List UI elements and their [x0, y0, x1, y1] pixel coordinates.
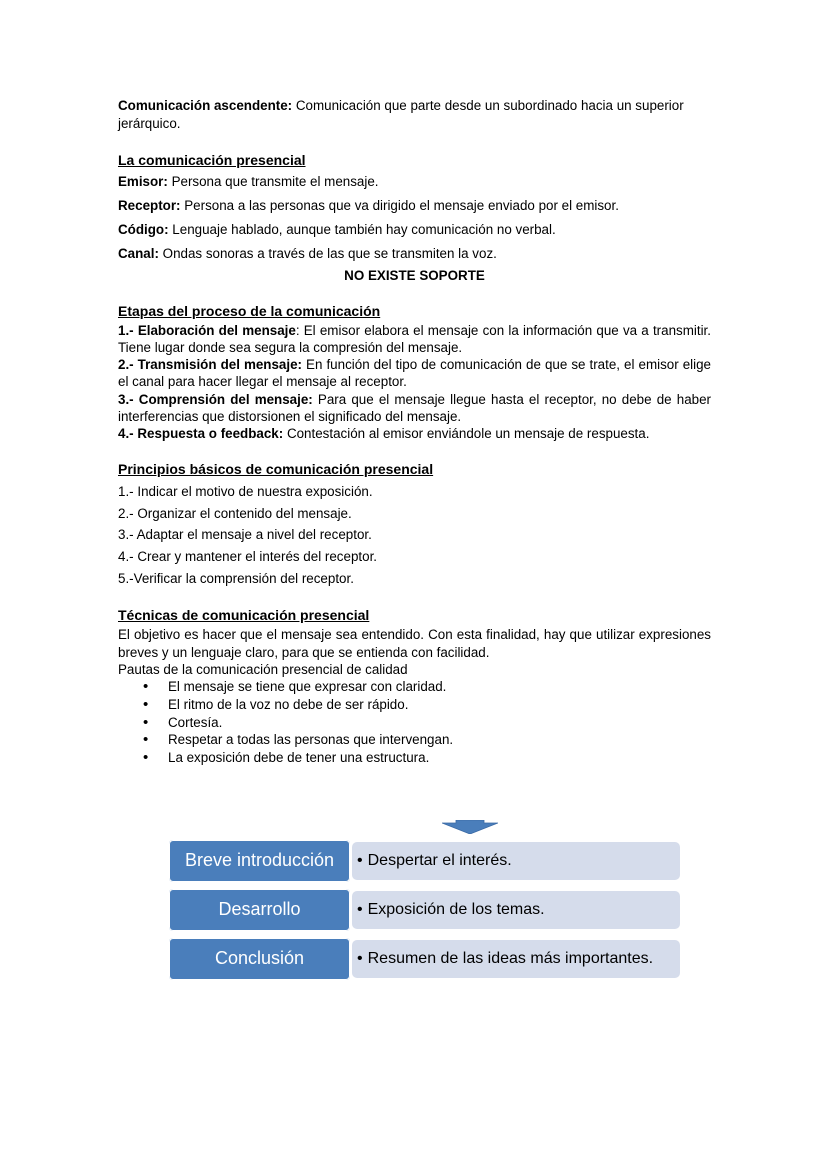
item-text: Lenguaje hablado, aunque también hay comunicación no verbal. — [168, 221, 556, 237]
tecnicas-heading: Técnicas de comunicación presencial — [118, 606, 370, 623]
list-item: • Cortesía. — [168, 714, 711, 732]
item-term: Canal: — [118, 245, 159, 261]
no-soporte-note: NO EXISTE SOPORTE — [344, 267, 485, 283]
diagram-label-box — [169, 938, 350, 980]
ascendente-term: Comunicación ascendente: — [118, 98, 293, 113]
diagram-desc: Resumen de las ideas más importantes. — [367, 950, 654, 968]
document-page — [118, 97, 711, 767]
etapa-item — [118, 391, 711, 425]
diagram-desc-box — [352, 842, 680, 880]
item-text: Para que el mensaje llegue hasta el receptor, no debe de haber interferencias que distorsionen el significado del mensaje. — [118, 391, 711, 424]
item-term: Código: — [118, 221, 169, 237]
etapa-item — [118, 356, 711, 390]
diagram-row — [169, 840, 680, 882]
diagram-label: Breve introducción — [184, 850, 335, 871]
diagram-label: Desarrollo — [218, 899, 301, 920]
diagram-desc: Exposición de los temas. — [367, 901, 545, 919]
diagram-row — [169, 938, 680, 980]
diagram-label-box — [169, 889, 350, 931]
etapas-heading: Etapas del proceso de la comunicación — [118, 303, 381, 320]
ascendente-text: Comunicación que parte desde un subordinado hacia un superior jerárquico. — [118, 98, 684, 131]
presencial-item — [118, 173, 711, 191]
principio-item: 4.- Crear y mantener el interés del receptor. — [118, 549, 378, 565]
structure-diagram — [169, 840, 680, 987]
item-text: Ondas sonoras a través de las que se transmiten la voz. — [158, 245, 497, 261]
diagram-row — [169, 889, 680, 931]
tecnicas-intro: El objetivo es hacer que el mensaje sea entendido. Con esta finalidad, hay que utilizar expresiones breves y un lenguaje claro, para que se entienda con facilidad. — [118, 627, 711, 660]
principio-item: 5.-Verificar la comprensión del receptor. — [118, 571, 354, 587]
etapa-item — [118, 425, 711, 442]
tecnicas-section — [118, 606, 711, 767]
item-text: Persona a las personas que va dirigido el mensaje enviado por el emisor. — [180, 198, 619, 214]
list-item: • El mensaje se tiene que expresar con claridad. — [168, 678, 711, 696]
item-term: Receptor: — [118, 198, 181, 214]
ascendente-paragraph — [118, 97, 711, 133]
principio-item: 3.- Adaptar el mensaje a nivel del receptor. — [118, 527, 372, 543]
item-text: Persona que transmite el mensaje. — [167, 174, 379, 190]
presencial-heading: La comunicación presencial — [118, 151, 306, 168]
item-text: : El emisor elabora el mensaje con la información que va a transmitir. Tiene lugar donde sea segura la compresión del mensaje. — [118, 323, 711, 356]
down-arrow-icon — [442, 820, 498, 834]
diagram-desc-box — [352, 940, 680, 978]
diagram-label: Conclusión — [214, 948, 305, 969]
item-text: En función del tipo de comunicación de que se trate, el emisor elige el canal para hacer llegar el mensaje al receptor. — [118, 357, 712, 390]
bullet-icon: • — [357, 901, 363, 919]
principios-section — [118, 460, 711, 588]
presencial-item — [118, 221, 711, 239]
list-item: • El ritmo de la voz no debe de ser rápido. — [168, 696, 711, 714]
item-term: Emisor: — [118, 174, 168, 190]
etapa-item — [118, 322, 711, 356]
principio-item: 1.- Indicar el motivo de nuestra exposición. — [118, 483, 373, 499]
bullet-icon: • — [357, 852, 363, 870]
etapas-section — [118, 302, 711, 442]
list-item: • Respetar a todas las personas que intervengan. — [168, 731, 711, 749]
presencial-item — [118, 245, 711, 263]
principios-heading: Principios básicos de comunicación presencial — [118, 461, 434, 478]
list-item: • La exposición debe de tener una estructura. — [168, 749, 711, 767]
diagram-desc: Despertar el interés. — [367, 852, 512, 870]
item-term: 1.- Elaboración del mensaje — [118, 323, 296, 339]
item-text: Contestación al emisor enviándole un mensaje de respuesta. — [283, 425, 650, 441]
diagram-label-box — [169, 840, 350, 882]
pautas-list — [118, 678, 711, 767]
principio-item: 2.- Organizar el contenido del mensaje. — [118, 505, 352, 521]
bullet-icon: • — [357, 950, 363, 968]
item-term: 2.- Transmisión del mensaje: — [118, 357, 303, 373]
presencial-section — [118, 151, 711, 285]
pautas-label: Pautas de la comunicación presencial de calidad — [118, 661, 408, 677]
presencial-item — [118, 197, 711, 215]
item-term: 3.- Comprensión del mensaje: — [118, 391, 313, 407]
diagram-desc-box — [352, 891, 680, 929]
item-term: 4.- Respuesta o feedback: — [118, 425, 284, 441]
